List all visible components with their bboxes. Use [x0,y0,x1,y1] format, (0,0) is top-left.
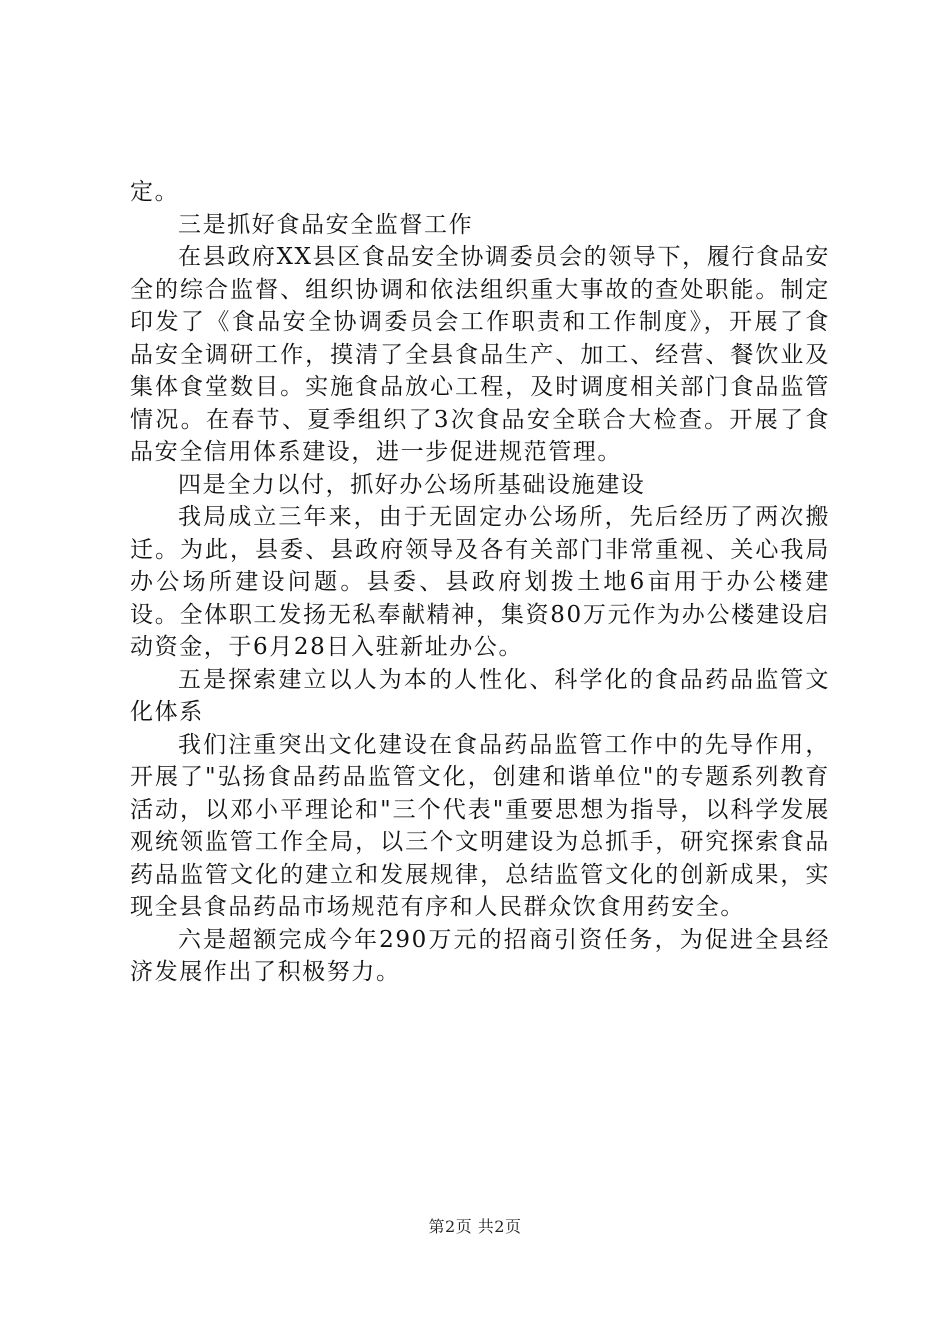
page-number-footer: 第2页 共2页 [428,1217,522,1236]
paragraph-food-safety-supervision: 在县政府XX县区食品安全协调委员会的领导下，履行食品安全的综合监督、组织协调和依法组织重大事故的查处职能。制定印发了《食品安全协调委员会工作职责和工作制度》，开展了食品安全调研工作，摸清了全县食品生产、加工、经营、餐饮业及集体食堂数目。实施食品放心工程，及时调度相关部门食品监管情况。在春节、夏季组织了3次食品安全联合大检查。开展了食品安全信用体系建设，进一步促进规范管理。 [130,244,830,465]
section-heading-office-infrastructure: 四是全力以付，抓好办公场所基础设施建设 [178,471,646,498]
paragraph-regulatory-culture: 我们注重突出文化建设在食品药品监管工作中的先导作用，开展了"弘扬食品药品监管文化，创建和谐单位"的专题系列教育活动，以邓小平理论和"三个代表"重要思想为指导，以科学发展观统领监管工作全局，以三个文明建设为总抓手，研究探索食品药品监管文化的建立和发展规律，总结监管文化的创新成果，实现全县食品药品市场规范有序和人民群众饮食用药安全。 [130,731,830,920]
section-heading-regulatory-culture: 五是探索建立以人为本的人性化、科学化的食品药品监管文化体系 [130,666,830,725]
paragraph-investment-task: 六是超额完成今年290万元的招商引资任务，为促进全县经济发展作出了积极努力。 [130,926,830,985]
paragraph-continuation: 定。 [130,179,180,205]
document-body [130,176,830,989]
section-heading-food-safety-supervision: 三是抓好食品安全监督工作 [178,211,474,238]
paragraph-office-infrastructure: 我局成立三年来，由于无固定办公场所，先后经历了两次搬迁。为此，县委、县政府领导及各有关部门非常重视、关心我局办公场所建设问题。县委、县政府划拨土地6亩用于办公楼建设。全体职工发扬无私奉献精神，集资80万元作为办公楼建设启动资金，于6月28日入驻新址办公。 [130,504,830,660]
